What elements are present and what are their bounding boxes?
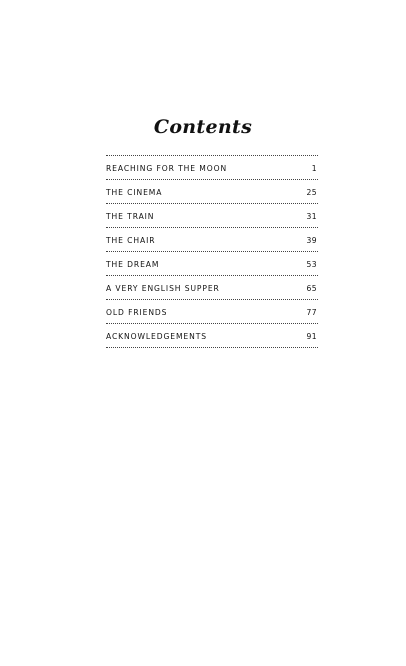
toc-entry xyxy=(106,300,318,324)
toc-entry xyxy=(106,180,318,204)
toc-entry-title: THE CINEMA xyxy=(106,187,163,197)
toc-entry-page-number: 77 xyxy=(306,307,317,317)
toc-entry-title: THE TRAIN xyxy=(106,211,155,221)
toc-entry xyxy=(106,156,318,180)
toc-entry-title: A VERY ENGLISH SUPPER xyxy=(106,283,220,293)
toc-entry-page-number: 39 xyxy=(306,235,317,245)
toc-entry-page-number: 1 xyxy=(311,163,317,173)
toc-entry-title: REACHING FOR THE MOON xyxy=(106,163,228,173)
toc-entry-page-number: 25 xyxy=(306,187,317,197)
toc-entry xyxy=(106,228,318,252)
toc-entry-title: THE CHAIR xyxy=(106,235,156,245)
toc-entry-page-number: 91 xyxy=(306,331,317,341)
toc-entry-page-number: 53 xyxy=(306,259,317,269)
contents-heading: Contents xyxy=(153,116,253,138)
toc-entry-title: ACKNOWLEDGEMENTS xyxy=(106,331,207,341)
toc-entry xyxy=(106,276,318,300)
toc-entry xyxy=(106,204,318,228)
toc-entry xyxy=(106,252,318,276)
table-of-contents xyxy=(106,155,318,348)
toc-entry-title: OLD FRIENDS xyxy=(106,307,168,317)
toc-entry-page-number: 31 xyxy=(306,211,317,221)
toc-entry-page-number: 65 xyxy=(306,283,317,293)
toc-entry-title: THE DREAM xyxy=(106,259,160,269)
toc-entry xyxy=(106,324,318,348)
